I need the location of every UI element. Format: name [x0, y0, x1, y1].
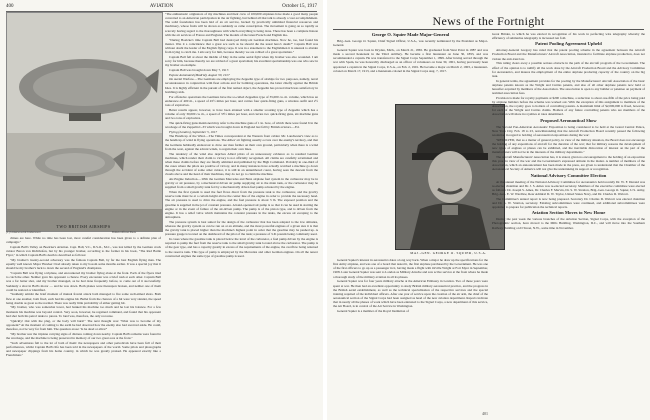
- paragraph: Captain Ball's Valley on Boelcke's Aviation. Capt. Ball, V.C., D.S.O., M.C., was lost killed by the German crack aviator Baron von Richthofen, but by his younger brother, according to the former in his book, "The Red Battle Flyer," in which Captain Ball's death is described as follows:: [6, 244, 161, 258]
- patent-heading: Patent Pooling Agreement Upheld: [535, 41, 602, 47]
- squier-body-text: [333, 258, 488, 418]
- photo-credit-left: (C) Underwood & Underwood: [6, 231, 41, 234]
- paragraph: Captain Ball fell at about the middle of May in the same aerial fight when my brother was also wounded. I am sorry for him, because thereby we are robbed of a great sportsman; his excellent sportsmanship was one who saw in my brother an example.: [165, 54, 318, 68]
- paragraph: "Such adventures fall to the lot of both of them: the newspapers and other periodicals have been full of their performances, whilst Captain Ball's life has been told in the newspapers of the world. Some pilots and photographs and newspaper clippings from his home country, in which he was greatly praised. He appeared exactly like a Frenchman.": [6, 340, 161, 357]
- paragraph: The pressure system is best suited for the design of the carburetor that has been adapted to the low altitudes, whereas the gravity system as can be run on at an altitude, and the most powerful engines of a given size it is that the gravity tank is placed higher than the machine's highest point in order that the gasoline may be pushed up. A pressure gauge is located on the dashboard of the pilot of the tank; a pressure of 3-lb pounds being commonly used.: [165, 219, 318, 237]
- paragraph: "Quickly! Out with the plug, or the body will burn!" The next thought was: 'What was to become of my opponent?' At the moment of coming to the earth he had observed how the enemy also had swerved aside. He could, therefore, not be very far from him. The question arose: 'Is he dead or alive?': [6, 318, 161, 331]
- photo-caption: TWO BRITISH AIRSHIPS: [56, 224, 111, 229]
- paragraph: "My brother's twenty-second adversary was the famous Captain Ball, by far the best English flying man. The equally well known Major Hawker I had already taken to my bosom some months earlier. It was a special joy that it should be my brother's luck to down the second of England's champions.: [6, 257, 161, 271]
- left-page: [0, 0, 323, 420]
- airships-illustration: [7, 13, 162, 231]
- paragraph: The Committee's annual report is now being prepared. Secretary Dr. Charles D. Walcott was elected chairman and Dr. S. W. Stratton, secretary. Existing subcommittees were continued, and additional subcommittees were appointed to prepare for publication the technical reports.: [492, 196, 645, 210]
- airships-photo: [6, 12, 163, 232]
- photo-credit-right: British Official Photo: [112, 231, 137, 234]
- paragraph: In cases where the gasoline tank is placed below the level of the carburetor, a fuel pump driven by the engine is required to pump the fuel from the reserve tank to the small gravity tank located above the carburetor. The pump is of the gear type, and has a capacity greatly in excess of the requirements of the engine, the overflow being returned to the reserve tank. This type of pump is employed by the Mercedes and other German engines. On all the newer constructed engines the same type of gasoline pump is used.: [165, 237, 318, 258]
- paragraph: "Captain Ball was flying a triplane, and encountered my brother flying alone at the front. Each of the flyers tried to catch the other. Neither gave his opponent a chance. Every encounter was a brief rush at each other. Captain Ball was a far better shot, and my brother managed, as he had done frequently before, to come out of it successfully. Suddenly a shot in Ball's motor — and he was down. Both planes were thereupon broken, and neither one of them could be noticed or identified.: [6, 271, 161, 292]
- paragraph: Great Britain, to which he was elected in recognition of his work in perfecting wire telegraphy whereby the efficiency of submarine telegraphy is increased ten fold.: [492, 32, 645, 41]
- source-line: Flying (London), September 5, 1917: [169, 129, 217, 134]
- paragraph: At the annual meeting of the National Advisory Committee for Aeronautics held recently Dr. W. F. Durand was re-elected chairman and Dr. J. S. Ames was re-elected secretary. Members of the executive committee were elected as follows: Dr. Joseph S. Ames, Dr. Charles F. Marvin, Dr. S. W. Stratton, Brig.-Gen. George O. Squier, U.S. Army, Brig.-Gen. E. W. Wardlaw, Rear Admiral D. W. Taylor, United States Navy, and Dr. Charles D. Walcott.: [492, 179, 645, 196]
- paragraph: General Squier's interest in aeronautics dates a long way back. When a major he drew up the specifications for the first Army airplane, and was one of a board that tested it, the first airplane purchased by the Government. He was one of the first officers to go up as a passenger in it, having made a flight with Orville Wright at Fort Myer in September, 1908. Later General Squier was sent to London as Military Attache and saw active service at the front where he made a thorough study of the military aviation in all its phases.: [333, 258, 488, 279]
- paragraph: The Aircraft Manufacturers' Association has, it is stated, given no encouragement to the holding of an exposition this year, in view of the war and the Government's expressed attitude in the matter. A number of members of the Association, which an announcement has been made in the press, are given to understand that the Chamber of the Aeronautical Society of America will not give the undertaking its support or recognition.: [492, 154, 645, 172]
- paragraph: General Squier is a member of the Royal Institution of: [337, 309, 409, 314]
- paragraph: The Handicap of the Wind.—The Times correspondent at the Western front cables: Mr. Lanchester's view as to the handicap of wind in flying operations. The Allies' air fighting usually occurs over the enemy's territory, and that the Germans habitually endeavour to draw our men further on their own ground, particularly when there is a wind from the west, against the advent winds, to regain their own lines.: [165, 134, 318, 151]
- paragraph: "My brother, who was somewhat lower, had banked his machine too much and he lost his balance. For a few moments his machine was beyond control. Very soon, however, he regained command, and found that his opponent had shot both his petrol tanks to pieces. To land was, therefore, the only recourse.: [6, 305, 161, 318]
- left-column-1-text: [6, 236, 161, 418]
- paragraph: Attorney-General Gregory has ruled that the patent pooling scheme in the agreement between the Aircraft Production Board and the Manufacturers' Aircraft Association, intended to facilitate airplane production, does not violate the anti-trust law.: [492, 48, 645, 61]
- left-running-head: [6, 3, 317, 12]
- show-heading: Proposed Aeronautical Show: [540, 117, 597, 123]
- right-column-2-text: [492, 32, 645, 418]
- right-page: [327, 0, 650, 420]
- aviation-section-heading: Aviation Section Moves to New Home: [531, 210, 606, 216]
- paragraph: "During Boelcke's time Captain Ball had destroyed thirty-six German machines. Now he, too, had found his master. Was it a coincidence that a great ace such as he should die the usual hero's death?" Captain Ball was without doubt the leader of the English flying corps. It was in a statement to the Englishmen it is unusual to abstain from trying to catch me. I am sorry for him, because thereby we are robbed of a great sportsman.": [165, 37, 318, 54]
- paragraph: In general terms, the agreement provides for the pooling by the Manufacturers' Aircraft Association of the basic airplane patents known as the Wright and Curtiss patents, and also of all other airplane patents now held or hereafter acquired by members of the Association. The association is open to any builder or patentee on payment of nominal association fees.: [492, 78, 645, 96]
- left-column-2-text: [165, 12, 318, 418]
- paragraph: When the first system is used the fuel flows direct from the pressure tank to the carburetor, and the gravity reserve tank must be at a certain height above the center line of the engine in order to provide the necessary head. The air pressure is used to drive the engine, and the fuel pressure is about 3 lb. The exposed position and the gasoline is supplied in the jet of constant pressure. A hand-operated air pump is so that it can be used in starting the engine or in the event of failure of the air-driven pump. The pump is of the piston type, and is driven from the engine. It has a relief valve which maintains the constant pressure in the tanks, the excess air escaping to the atmosphere.: [165, 190, 318, 220]
- source-line: Expose Automated (Madrid), August 30, 1917: [169, 72, 230, 77]
- paragraph: Air-Engine Induction.—With the German Mercedes and Benz airplane fuel system in the carburetor may be in gravity or air pressure, by a mechanical driven air pump supplying air to the main tank, or the carburetor may be supplied from a small gravity tank fed by a mechanically driven fuel pump actuated by the engine.: [165, 177, 318, 190]
- paragraph: "Suddenly amidst the brief moment of mutual frontal attack both managed to fire some well-aimed shots. Both flew at one another, both fired, each had his engine hit. Bullet from the chances of a hit were very slender, the speed being double as great as the normal. There was really little probability of either getting hit.: [6, 292, 161, 305]
- paragraph: "RESOLVED, that as a matter of general policy, in view of the military situation, the Board does not encourage the holding of any expositions of aircraft for the duration of the war; that for military reasons the development of new types of engines or planes can be exhibited, and the inevitable dislocation of interest on the part of the manufacturers will not be in the interests of the military departments.": [492, 137, 645, 155]
- section-title: News of the Fortnight: [432, 14, 545, 28]
- squier-heading: George O. Squier Made Major-General: [371, 32, 450, 37]
- paragraph: Captain Ball was brought down May 7, 1917.: [169, 67, 230, 72]
- paragraph: "The enthusiastic originators of my machines and their crew of 100,000 airplanes have made a good many people converted to an American participation in the air fighting, but behind all that talk is already a vast accomplishment. The solid foundation has been laid of an air service, backed by practically unlimited financial resources and machinery, whose fruits will be shown as suddenly as came conscription. The movement is going on so rapidly as scarcely having regard to the thoroughness with which everything is being done. There has been a complete liaison with the air services of France and England. The models of the latest French and English ma-: [165, 12, 318, 37]
- squier-intro-text: [333, 39, 488, 103]
- portrait-caption: MAJ.-GEN. GEORGE O. SQUIER, U.S.A.: [410, 251, 487, 255]
- paragraph: Provision is made for royalty payments at $200 a machine, a reduction to about one-fifth of the price being paid by airplane builders before the scheme was worked out. With the exception of this assignment to members of the Association, the royalty goes to holders of controlling patents. A maximum limit of $2,000,000 is fixed, however, for each of the Wright and Curtiss claims. Holders of any future controlling patents who are members of the Association will share in royalties at rates determined.: [492, 95, 645, 117]
- title-rule: [333, 29, 644, 30]
- paragraph: Brig.-Gen. George O. Squier, Chief Signal Officer, U.S.A., was recently nominated by the President as Major-General.: [333, 39, 488, 48]
- issue-date: October 15, 1917: [282, 4, 317, 9]
- paragraph: The quick-firing guns mentioned may refer to the machine guns of 1 in. bore, of which there were found 6 in the wreckage of the Zeppelin L-33 which was brought down in England last fall by British aviators.—Ed.: [165, 120, 318, 129]
- paragraph: On Aerial Warfare.—The Germans are employing the Zeppelin type of airships for two purposes, namely, naval reconnaissance in conjunction with fleet actions and for bombing operations, the latter chiefly against the British Isles. It is highly efficient in the pursuit of the first named object, the Zeppelin has proved much less satisfactory in bombing raids.: [165, 77, 318, 94]
- paragraph: The Second Pan-American Aeronautic Exposition is being considered to be held at the Grand Central Palace, New York City, Feb. 18 to 23, notwithstanding that the Aircraft Production Board recently passed the following resolution in regard to holding of aeronautical expositions during the war:: [492, 124, 645, 137]
- squier-portrait: [395, 104, 505, 250]
- paragraph: "My brother saw the triplane carrying signs of distress coming down nearby. Captain Ball's remains were found in the wreckage, and the machine is being preserved in memory of our two great aces at the front.": [6, 331, 161, 340]
- paragraph: During the past week the various branches of the Aviation Section, Signal Corps, with the exception of the Photographic section, have moved to the Mills Building, Washington, D.C., and will move into the Southern Railway Building on D Street, N.W., some time in November.: [492, 217, 645, 230]
- committee-heading: National Advisory Committee Election: [530, 172, 607, 178]
- paragraph: General Squier was born in Dryden, Mich., on March 21, 1865. He graduated from West Point in 1887 and was made a second lieutenant in the Third Artillery. He became a first lieutenant on June 30, 1893, and was recommended a captain. He was transferred to the Signal Corps September 1, 1899. After having served through the war with Spain, he was honorably discharged as an officer of volunteers on June 30, 1901, having previously been appointed a captain in the Signal Corps, U.S.A., on Feb. 2, 1901. He became a major on March 2, 1903, a lieutenant-colonel on March 17, 1913, and a lieutenant-colonel in the Signal Corps Aug. 7, 1917.: [333, 47, 488, 73]
- right-page-number: 401: [482, 411, 488, 416]
- paragraph: For offensive operations the Germans have the so-called Zeppelins type of 35,000 cu. m. volume, which has an endurance of 400 m., a speed of 45½ miles per hour, and carries four quick-firing guns, a wireless outfit and 2½ tons of explosives.: [165, 94, 318, 107]
- paragraph: The tendency of the wind also deprives Allied pilots of an unnecessary evidence as to resulted German machines, which render their claim to victory is not officially recognized. All claims are carefully scrutinized and when these claims before they are finally admitted and published by the High Command. Probably in one-third of the cases where the pilots are positive of victory, and in many instances have actually watched a machine go down through the accident of some other aviator, it is still in an unnumbered count, having seen the descent from the clouds above and the head of their machines, they do not go to claim the machine.: [165, 151, 318, 177]
- left-page-number: 400: [6, 4, 14, 9]
- paragraph: chines are here. While no time has been lost, most careful consideration has been given to a definite plan of campaign.": [6, 236, 161, 245]
- paragraph: Better results appear, however, to have been attained with a smaller scouting type of Zeppelin which has a volume of only 30,000 cu. m., a speed of 35½ miles per hour, and carries two quick-firing guns, six machine guns and two tons of explosives.: [165, 107, 318, 120]
- paragraph: This ruling clears away a possible serious obstacle in the path of the aircraft program of the Government. The effect of the opinion is to nullify all the work done by the Aircraft Production Board and the Advisory Committee for Aeronautics, and insures the employment of the entire airplane producing capacity of the country on the big task.: [492, 61, 645, 78]
- publication-title: AVIATION: [149, 4, 174, 9]
- paragraph: General Squier was for four years military attache at the American Embassy in London. Two of these years were spent at war. He then had an excellent opportunity to study British military aeronautical practice, and the progress in the British aerial establishment, as well as the technical specialization of the respective services and the special training required of the individual officers. After one year of service upon the creation of the air arm, the chief of the aeronautical section of the Signal Corps had been assigned as head of the new aviation department. Reports indicate that in nearly all the phases of work which have been entrusted to the Signal Corps, a new department of this service, the Air Board, is in control of the Air Service in Washington.: [333, 279, 488, 309]
- portrait-illustration: [396, 105, 504, 249]
